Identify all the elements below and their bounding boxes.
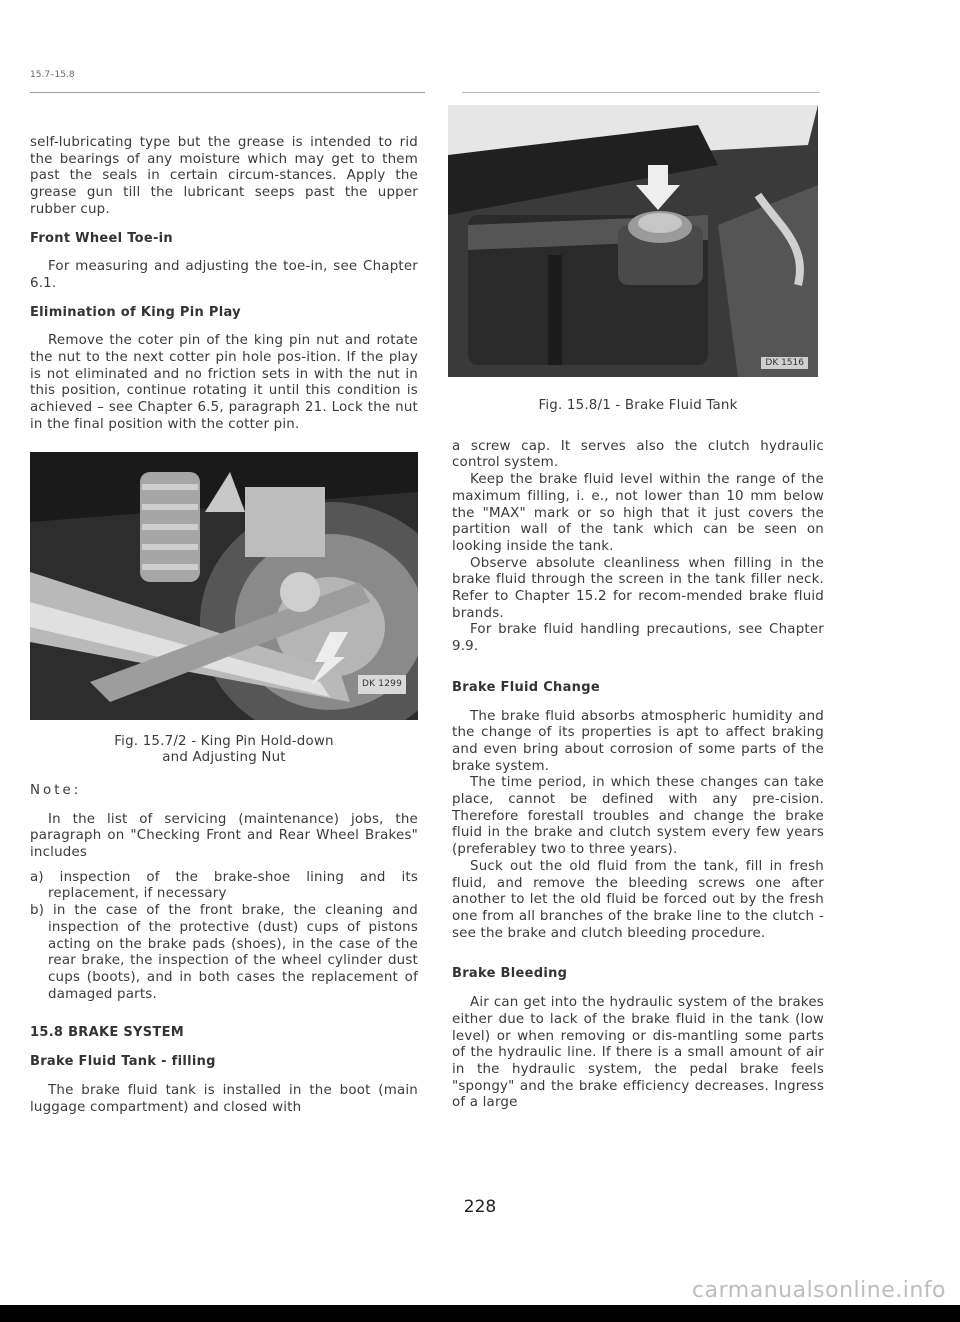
- list-item-a: a) inspection of the brake-shoe lining and its replacement, if necessary: [30, 869, 418, 902]
- brake-tank-photo: [448, 105, 818, 377]
- fluid-change-paragraph-3: Suck out the old fluid from the tank, fill in fresh fluid, and remove the bleeding screws one after another to let the old fluid be forced out by the fresh one from all branches of the brake line to the clutch - see the brake and clutch bleeding procedure.: [452, 858, 824, 941]
- section-header: 15.7–15.8: [30, 70, 75, 80]
- figure-code-label: DK 1299: [358, 675, 406, 694]
- footer-bar: [0, 1305, 960, 1322]
- king-pin-paragraph: Remove the coter pin of the king pin nut and rotate the nut to the next cotter pin hole pos-ition. If the play is not eliminated and no friction sets in with the nut in this position, continue rotating it until this condition is achieved – see Chapter 6.5, paragraph 21. Lock the nut in the final position with the cotter pin.: [30, 333, 418, 432]
- page-number: 228: [463, 1197, 497, 1217]
- figure-caption: Fig. 15.8/1 - Brake Fluid Tank: [538, 398, 738, 413]
- note-list: [30, 870, 418, 1004]
- section-heading: 15.8 BRAKE SYSTEM: [30, 1025, 184, 1041]
- intro-paragraph: self-lubricating type but the grease is intended to rid the bearings of any moisture which may get to them past the seals in certain circum-stances. Apply the grease gun till the lubricant seeps past the upper rubber cup.: [30, 135, 418, 217]
- fluid-change-heading: Brake Fluid Change: [452, 679, 600, 695]
- note-label: Note:: [30, 782, 82, 798]
- brake-bleeding-heading: Brake Bleeding: [452, 966, 568, 982]
- figure-caption: [30, 734, 418, 767]
- right-column: [452, 398, 824, 1124]
- figure-code-label: DK 1516: [761, 357, 808, 369]
- fluid-level-paragraph: Keep the brake fluid level within the range of the maximum filling, i. e., not lower than 10 mm below the "MAX" mark or so high that it just covers the partition wall of the tank which can be seen on looking inside the tank.: [452, 472, 824, 554]
- watermark: carmanualsonline.info: [692, 1278, 946, 1303]
- header-rule-right: [462, 92, 820, 93]
- figure-caption-line-2: and Adjusting Nut: [162, 750, 286, 766]
- left-column: [30, 135, 418, 1128]
- fluid-tank-paragraph: The brake fluid tank is installed in the boot (main luggage compartment) and closed with: [30, 1082, 418, 1115]
- fluid-change-paragraph-2: The time period, in which these changes can take place, cannot be defined with any pre-cision. Therefore forestall troubles and change the brake fluid in the brake and clutch system every few years (preferabley two to three years).: [452, 775, 824, 858]
- toe-in-paragraph: For measuring and adjusting the toe-in, see Chapter 6.1.: [30, 259, 418, 291]
- brake-tank-photo-image: [448, 105, 818, 377]
- list-item-b: b) in the case of the front brake, the cleaning and inspection of the protective (dust) cups of pistons acting on the brake pads (shoes), in the case of the rear brake, the inspection of the wheel cylinder dust cups (boots), and in both cases the replacement of damaged parts.: [30, 903, 418, 1002]
- note-paragraph: In the list of servicing (maintenance) jobs, the paragraph on "Checking Front and Rear Wheel Brakes" includes: [30, 811, 418, 861]
- toe-in-heading: Front Wheel Toe-in: [30, 230, 173, 246]
- header-rule-left: [30, 92, 425, 93]
- fluid-tank-heading: Brake Fluid Tank - filling: [30, 1054, 216, 1070]
- king-pin-photo: [30, 452, 418, 720]
- screw-cap-paragraph: a screw cap. It serves also the clutch hydraulic control system.: [452, 438, 824, 471]
- king-pin-heading: Elimination of King Pin Play: [30, 304, 241, 320]
- precautions-paragraph: For brake fluid handling precautions, see Chapter 9.9.: [452, 622, 824, 655]
- brake-bleeding-paragraph: Air can get into the hydraulic system of the brakes either due to lack of the brake fluid in the tank (low level) or when removing or dis-mantling some parts of the hydraulic line. If there is a small amount of air in the hydraulic system, the pedal brake feels "spongy" and the brake efficiency decreases. Ingress of a large: [452, 995, 824, 1111]
- fluid-change-paragraph-1: The brake fluid absorbs atmospheric humidity and the change of its properties is apt to affect braking and even bring about corrosion of some parts of the brake system.: [452, 708, 824, 774]
- cleanliness-paragraph: Observe absolute cleanliness when filling in the brake fluid through the screen in the tank filler neck. Refer to Chapter 15.2 for recom-mended brake fluid brands.: [452, 555, 824, 621]
- figure-caption-line-1: Fig. 15.7/2 - King Pin Hold-down: [114, 733, 334, 749]
